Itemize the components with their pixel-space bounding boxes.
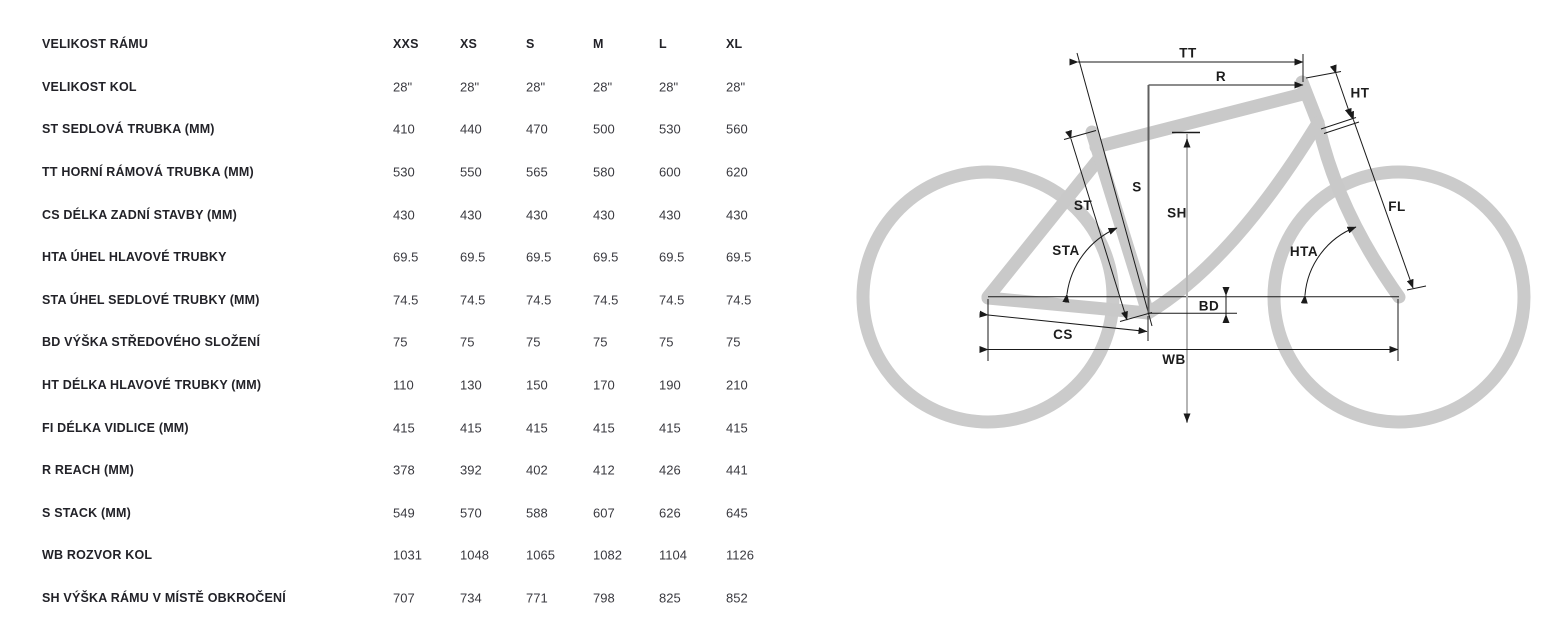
geometry-value: 415 [393, 420, 415, 436]
geometry-value: 580 [593, 164, 615, 180]
geometry-value: 470 [526, 121, 548, 137]
geometry-value: 415 [526, 420, 548, 436]
geometry-value: 69.5 [726, 249, 752, 265]
row-label: BD VÝŠKA STŘEDOVÉHO SLOŽENÍ [42, 335, 261, 350]
geometry-value: 430 [726, 207, 748, 223]
diagram-label-ht: HT [1350, 85, 1370, 101]
geometry-value: 549 [393, 505, 415, 521]
geometry-value: 170 [593, 377, 615, 393]
geometry-value: 1104 [659, 547, 687, 563]
diagram-label-cs: CS [1053, 327, 1073, 342]
size-col-header: XS [460, 37, 478, 52]
geometry-value: 74.5 [659, 292, 685, 308]
row-label: ST SEDLOVÁ TRUBKA (MM) [42, 122, 215, 137]
ht-dimension-line [1336, 74, 1351, 118]
geometry-value: 75 [593, 334, 608, 350]
diagram-label-sta: STA [1052, 243, 1080, 258]
diagram-label-r: R [1215, 69, 1227, 84]
geometry-value: 75 [393, 334, 408, 350]
geometry-value: 415 [726, 420, 748, 436]
geometry-value: 28" [393, 79, 413, 95]
geometry-value: 74.5 [393, 292, 419, 308]
geometry-value: 430 [526, 207, 548, 223]
geometry-value: 600 [659, 164, 681, 180]
head-tube [1302, 82, 1318, 123]
size-col-header: XL [726, 37, 743, 52]
geometry-value: 852 [726, 590, 748, 606]
geometry-value: 410 [393, 121, 415, 137]
top-tube [1096, 94, 1303, 147]
geometry-value: 74.5 [593, 292, 619, 308]
geometry-value: 570 [460, 505, 482, 521]
geometry-value: 75 [460, 334, 475, 350]
geometry-value: 430 [593, 207, 615, 223]
geometry-value: 415 [460, 420, 482, 436]
geometry-value: 771 [526, 590, 548, 606]
geometry-value: 74.5 [726, 292, 752, 308]
geometry-value: 69.5 [659, 249, 685, 265]
size-col-header: S [526, 37, 535, 52]
frame-size-header: VELIKOST RÁMU [42, 37, 149, 52]
row-label: VELIKOST KOL [42, 79, 137, 94]
diagram-label-st: ST [1073, 198, 1093, 213]
geometry-value: 69.5 [593, 249, 619, 265]
geometry-value: 75 [526, 334, 541, 350]
geometry-value: 1048 [460, 547, 489, 563]
geometry-value: 430 [393, 207, 415, 223]
geometry-value: 430 [659, 207, 681, 223]
geometry-value: 74.5 [460, 292, 486, 308]
row-label: CS DÉLKA ZADNÍ STAVBY (MM) [42, 207, 238, 222]
geometry-value: 28" [460, 79, 480, 95]
geometry-value: 798 [593, 590, 615, 606]
diagram-label-s: S [1132, 179, 1142, 195]
size-col-header: L [659, 37, 667, 52]
row-label: HT DÉLKA HLAVOVÉ TRUBKY (MM) [42, 378, 262, 393]
row-label: STA ÚHEL SEDLOVÉ TRUBKY (MM) [42, 292, 260, 307]
row-label: FI DÉLKA VIDLICE (MM) [42, 420, 189, 435]
geometry-value: 110 [393, 377, 414, 393]
geometry-value: 402 [526, 462, 548, 478]
row-label: R REACH (MM) [42, 463, 134, 478]
geometry-value: 412 [593, 462, 615, 478]
geometry-value: 645 [726, 505, 748, 521]
diagram-label-sh: SH [1167, 205, 1187, 221]
fl-tick-bottom [1407, 286, 1426, 290]
geometry-value: 150 [526, 377, 548, 393]
seat-tube [1092, 132, 1148, 313]
geometry-value: 550 [460, 164, 482, 180]
geometry-value: 440 [460, 121, 482, 137]
fork-tube [1318, 123, 1399, 297]
hta-angle-arc [1305, 227, 1356, 295]
geometry-value: 1065 [526, 547, 555, 563]
geometry-value: 1126 [726, 547, 754, 563]
geometry-value: 28" [526, 79, 546, 95]
geometry-value: 74.5 [526, 292, 552, 308]
diagram-label-bd: BD [1198, 298, 1220, 314]
geometry-value: 530 [393, 164, 415, 180]
geometry-value: 69.5 [393, 249, 419, 265]
size-col-header: XXS [393, 37, 419, 52]
diagram-label-fl: FL [1388, 199, 1406, 214]
row-label: SH VÝŠKA RÁMU V MÍSTĚ OBKROČENÍ [42, 591, 286, 606]
geometry-value: 430 [460, 207, 482, 223]
geometry-value: 130 [460, 377, 482, 393]
geometry-value: 28" [726, 79, 746, 95]
geometry-value: 28" [593, 79, 613, 95]
geometry-value: 75 [659, 334, 674, 350]
row-label: HTA ÚHEL HLAVOVÉ TRUBKY [42, 250, 227, 265]
geometry-value: 392 [460, 462, 482, 478]
ht-hatch-1 [1321, 118, 1356, 130]
ht-hatch-2 [1324, 122, 1359, 134]
geometry-value: 378 [393, 462, 415, 478]
geometry-value: 1031 [393, 547, 422, 563]
geometry-value: 441 [726, 462, 748, 478]
geometry-value: 1082 [593, 547, 622, 563]
geometry-value: 69.5 [526, 249, 552, 265]
geometry-value: 626 [659, 505, 681, 521]
diagram-label-wb: WB [1162, 352, 1186, 367]
geometry-value: 75 [726, 334, 741, 350]
geometry-value: 426 [659, 462, 681, 478]
diagram-label-hta: HTA [1289, 244, 1319, 259]
ht-tick-top [1306, 72, 1341, 79]
geometry-value: 825 [659, 590, 681, 606]
geometry-value: 500 [593, 121, 615, 137]
geometry-value: 734 [460, 590, 482, 606]
row-label: S STACK (MM) [42, 505, 131, 520]
size-col-header: M [593, 37, 604, 52]
diagram-label-tt: TT [1179, 45, 1197, 61]
geometry-value: 28" [659, 79, 679, 95]
geometry-value: 530 [659, 121, 681, 137]
geometry-value: 565 [526, 164, 548, 180]
geometry-value: 415 [593, 420, 615, 436]
geometry-value: 69.5 [460, 249, 486, 265]
row-label: TT HORNÍ RÁMOVÁ TRUBKA (MM) [42, 165, 254, 180]
geometry-value: 190 [659, 377, 681, 393]
geometry-value: 607 [593, 505, 615, 521]
geometry-value: 210 [726, 377, 748, 393]
geometry-value: 707 [393, 590, 415, 606]
row-label: WB ROZVOR KOL [42, 548, 153, 563]
geometry-value: 620 [726, 164, 748, 180]
geometry-value: 415 [659, 420, 681, 436]
geometry-value: 588 [526, 505, 548, 521]
geometry-value: 560 [726, 121, 748, 137]
